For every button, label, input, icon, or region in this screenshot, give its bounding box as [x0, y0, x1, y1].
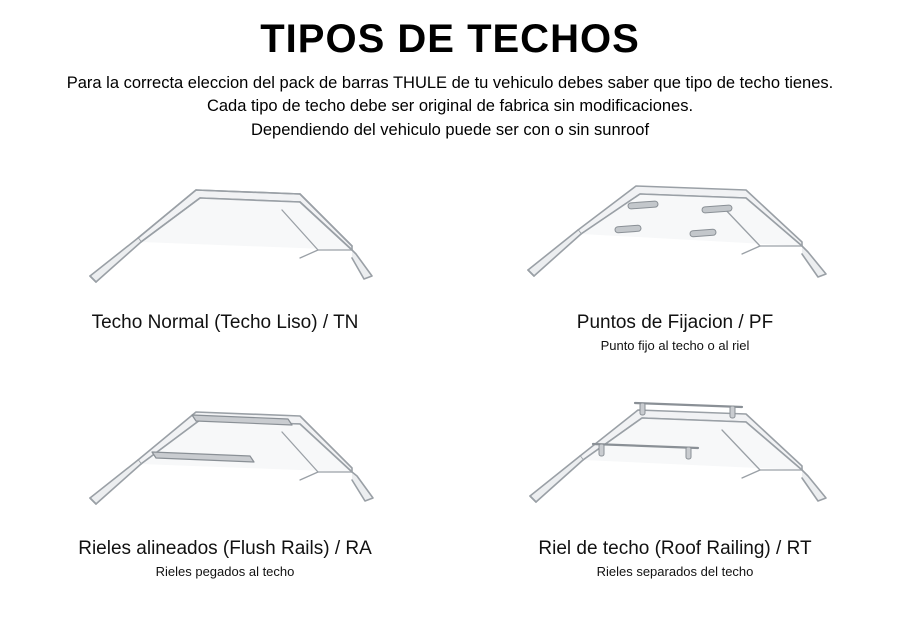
roof-type-caption-ra: Rieles alineados (Flush Rails) / RA [78, 538, 372, 559]
roof-type-subcaption-ra: Rieles pegados al techo [155, 564, 295, 579]
car-roof-raised-railing-icon [450, 386, 900, 534]
roof-type-card-pf [450, 166, 900, 386]
roof-type-caption-rt: Riel de techo (Roof Railing) / RT [538, 538, 812, 559]
car-roof-plain-icon [0, 166, 450, 314]
car-roof-flush-rails-icon [0, 386, 450, 534]
page-title: TIPOS DE TECHOS [260, 17, 640, 61]
car-roof-fixpoints-icon [450, 166, 900, 314]
roof-type-caption-pf: Puntos de Fijacion / PF [576, 312, 774, 333]
subtitle-line-3: Dependiendo del vehiculo puede ser con o sin sunroof [250, 120, 650, 139]
poster [0, 18, 900, 618]
roof-types-grid [0, 166, 900, 606]
roof-type-card-rt [450, 386, 900, 606]
roof-type-subcaption-rt: Rieles separados del techo [596, 564, 754, 579]
roof-type-subcaption-pf: Punto fijo al techo o al riel [600, 338, 750, 353]
subtitle-line-1: Para la correcta eleccion del pack de barras THULE de tu vehiculo debes saber que tipo de techo tienes. [66, 74, 834, 92]
roof-type-card-ra [0, 386, 450, 606]
roof-type-card-tn [0, 166, 450, 386]
page-subtitle [0, 72, 900, 142]
roof-type-caption-tn: Techo Normal (Techo Liso) / TN [91, 312, 359, 333]
subtitle-line-2: Cada tipo de techo debe ser original de fabrica sin modificaciones. [206, 97, 694, 116]
